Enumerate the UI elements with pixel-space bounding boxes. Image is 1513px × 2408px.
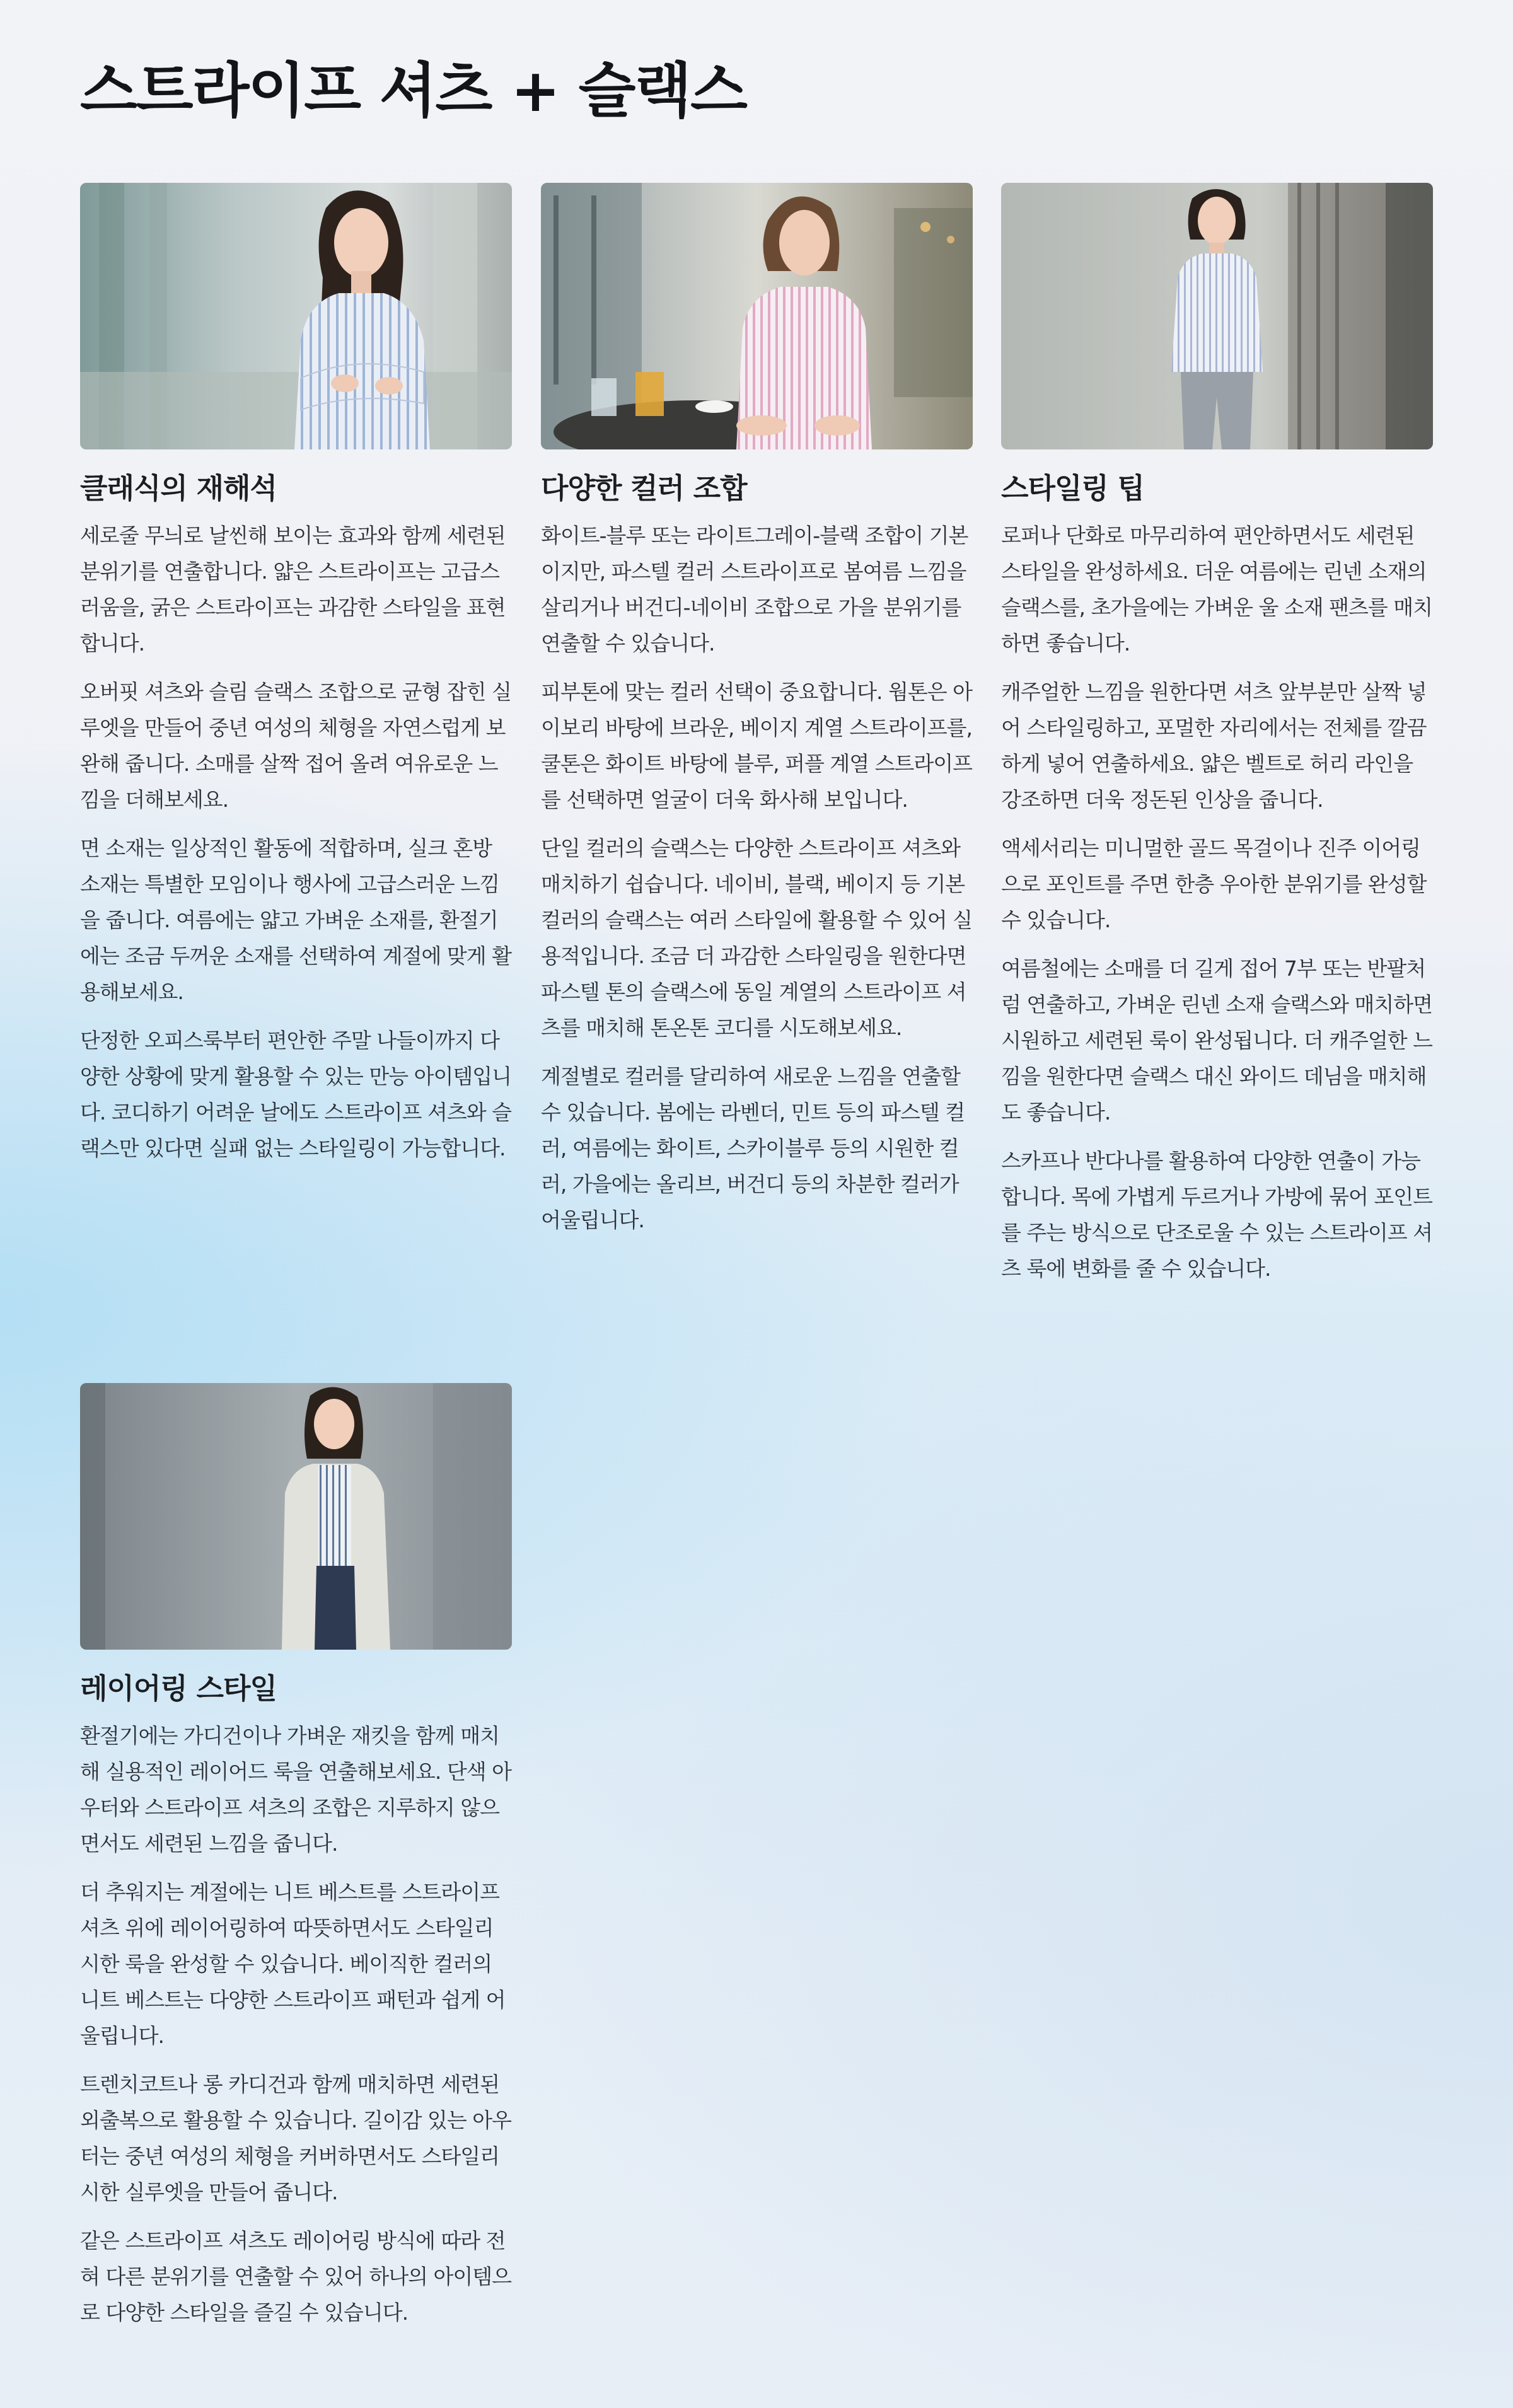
card-photo	[80, 1383, 512, 1650]
card-paragraph: 계절별로 컬러를 달리하여 새로운 느낌을 연출할 수 있습니다. 봄에는 라벤더, 민트 등의 파스텔 컬러, 여름에는 화이트, 스카이블루 등의 시원한 컬러, 가을에는 올리브, 버건디 등의 차분한 컬러가 어울립니다.	[541, 1064, 965, 1232]
card-body	[80, 518, 512, 1166]
card-paragraph: 여름철에는 소매를 더 길게 접어 7부 또는 반팔처럼 연출하고, 가벼운 린넨 소재 슬랙스와 매치하면 시원하고 세련된 룩이 완성됩니다. 더 캐주얼한 느낌을 원한다면 슬랙스 대신 와이드 데님을 매치해도 좋습니다.	[1001, 956, 1432, 1125]
card-paragraph: 화이트-블루 또는 라이트그레이-블랙 조합이 기본이지만, 파스텔 컬러 스트라이프로 봄여름 느낌을 살리거나 버건디-네이비 조합으로 가을 분위기를 연출할 수 있습니다.	[541, 523, 968, 656]
card-photo	[541, 183, 973, 449]
card-paragraph: 같은 스트라이프 셔츠도 레이어링 방식에 따라 전혀 다른 분위기를 연출할 수 있어 하나의 아이템으로 다양한 스타일을 즐길 수 있습니다.	[80, 2228, 511, 2325]
card-body	[541, 518, 973, 1238]
card-paragraph: 환절기에는 가디건이나 가벼운 재킷을 함께 매치해 실용적인 레이어드 룩을 연출해보세요. 단색 아우터와 스트라이프 셔츠의 조합은 지루하지 않으면서도 세련된 느낌을 줍니다.	[80, 1723, 511, 1856]
page-title: 스트라이프 셔츠 + 슬랙스	[80, 57, 746, 125]
card-paragraph: 단정한 오피스룩부터 편안한 주말 나들이까지 다양한 상황에 맞게 활용할 수 있는 만능 아이템입니다. 코디하기 어려운 날에도 스트라이프 셔츠와 슬랙스만 있다면 실패 없는 스타일링이 가능합니다.	[80, 1028, 511, 1161]
card-body	[1001, 518, 1433, 1287]
card-paragraph: 면 소재는 일상적인 활동에 적합하며, 실크 혼방 소재는 특별한 모임이나 행사에 고급스러운 느낌을 줍니다. 여름에는 얇고 가벼운 소재를, 환절기에는 조금 두꺼운 소재를 선택하여 계절에 맞게 활용해보세요.	[80, 836, 511, 1004]
card-paragraph: 단일 컬러의 슬랙스는 다양한 스트라이프 셔츠와 매치하기 쉽습니다. 네이비, 블랙, 베이지 등 기본 컬러의 슬랙스는 여러 스타일에 활용할 수 있어 실용적입니다. 조금 더 과감한 스타일링을 원한다면 파스텔 톤의 슬랙스에 동일 계열의 스트라이프 셔츠를 매치해 톤온톤 코디를 시도해보세요.	[541, 836, 972, 1040]
card-paragraph: 더 추워지는 계절에는 니트 베스트를 스트라이프 셔츠 위에 레이어링하여 따뜻하면서도 스타일리시한 룩을 완성할 수 있습니다. 베이직한 컬러의 니트 베스트는 다양한 스트라이프 패턴과 쉽게 어울립니다.	[80, 1880, 506, 2048]
article-card	[1001, 183, 1433, 1299]
card-paragraph: 액세서리는 미니멀한 골드 목걸이나 진주 이어링으로 포인트를 주면 한층 우아한 분위기를 완성할 수 있습니다.	[1001, 836, 1427, 932]
card-body	[80, 1718, 512, 2330]
card-paragraph: 오버핏 셔츠와 슬림 슬랙스 조합으로 균형 잡힌 실루엣을 만들어 중년 여성의 체형을 자연스럽게 보완해 줍니다. 소매를 살짝 접어 올려 여유로운 느낌을 더해보세요.	[80, 680, 511, 812]
card-paragraph: 캐주얼한 느낌을 원한다면 셔츠 앞부분만 살짝 넣어 스타일링하고, 포멀한 자리에서는 전체를 깔끔하게 넣어 연출하세요. 얇은 벨트로 허리 라인을 강조하면 더욱 정돈된 인상을 줍니다.	[1001, 680, 1427, 812]
card-title: 스타일링 팁	[1001, 472, 1145, 505]
article-card	[80, 183, 512, 1179]
card-title: 레이어링 스타일	[80, 1672, 277, 1705]
card-paragraph: 세로줄 무늬로 날씬해 보이는 효과와 함께 세련된 분위기를 연출합니다. 얇은 스트라이프는 고급스러움을, 굵은 스트라이프는 과감한 스타일을 표현합니다.	[80, 523, 506, 656]
article-card	[80, 1383, 512, 2343]
card-paragraph: 로퍼나 단화로 마무리하여 편안하면서도 세련된 스타일을 완성하세요. 더운 여름에는 린넨 소재의 슬랙스를, 초가을에는 가벼운 울 소재 팬츠를 매치하면 좋습니다.	[1001, 523, 1432, 656]
card-title: 다양한 컬러 조합	[541, 472, 747, 505]
card-paragraph: 트렌치코트나 롱 카디건과 함께 매치하면 세련된 외출복으로 활용할 수 있습니다. 길이감 있는 아우터는 중년 여성의 체형을 커버하면서도 스타일리시한 실루엣을 만들어 줍니다.	[80, 2072, 511, 2204]
card-photo	[1001, 183, 1433, 449]
card-paragraph: 스카프나 반다나를 활용하여 다양한 연출이 가능합니다. 목에 가볍게 두르거나 가방에 묶어 포인트를 주는 방식으로 단조로울 수 있는 스트라이프 셔츠 룩에 변화를 줄 수 있습니다.	[1001, 1149, 1432, 1281]
card-title: 클래식의 재해석	[80, 472, 277, 505]
card-paragraph: 피부톤에 맞는 컬러 선택이 중요합니다. 웜톤은 아이보리 바탕에 브라운, 베이지 계열 스트라이프를, 쿨톤은 화이트 바탕에 블루, 퍼플 계열 스트라이프를 선택하면 얼굴이 더욱 화사해 보입니다.	[541, 680, 972, 812]
card-photo	[80, 183, 512, 449]
article-card	[541, 183, 973, 1251]
